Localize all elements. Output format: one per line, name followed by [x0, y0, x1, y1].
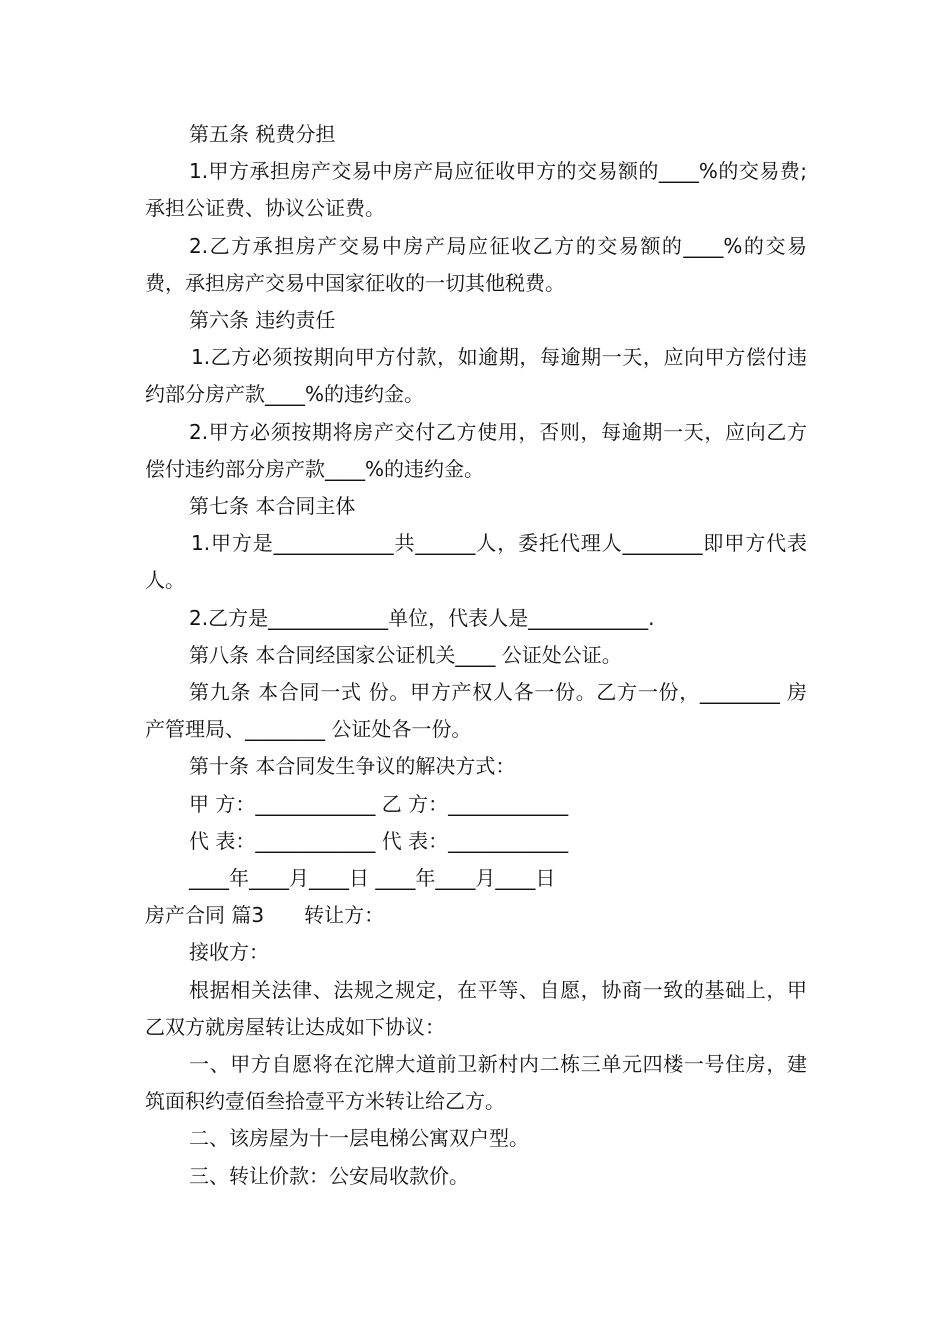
basis-paragraph: 根据相关法律、法规之规定，在平等、自愿，协商一致的基础上，甲乙双方就房屋转让达成如下协议：	[145, 977, 807, 1039]
article-5-item-1: 1.甲方承担房产交易中房产局应征收甲方的交易额的____%的交易费;承担公证费、协议公证费。	[145, 159, 807, 221]
signature-representative-line: 代 表：____________ 代 表：____________	[189, 828, 569, 853]
article-6-item-1: 1.乙方必须按期向甲方付款，如逾期，每逾期一天，应向甲方偿付违约部分房产款____%的违约金。	[145, 345, 807, 407]
section-3-heading: 房产合同 篇3 转让方：	[145, 903, 385, 928]
article-5-title: 第五条 税费分担	[189, 122, 336, 146]
article-8: 第八条 本合同经国家公证机关____ 公证处公证。	[189, 642, 622, 667]
article-9: 第九条 本合同一式 份。甲方产权人各一份。乙方一份，________ 房产管理局、________ 公证处各一份。	[145, 680, 807, 742]
article-7-item-2: 2.乙方是____________单位，代表人是____________.	[189, 605, 655, 630]
article-5-item-2: 2.乙方承担房产交易中房产局应征收乙方的交易额的____%的交易费，承担房产交易中国家征收的一切其他税费。	[145, 233, 807, 295]
receiver-line: 接收方：	[189, 940, 269, 965]
article-6-item-2: 2.甲方必须按期将房产交付乙方使用，否则，每逾期一天，应向乙方偿付违约部分房产款____%的违约金。	[145, 419, 807, 481]
clause-2: 二、该房屋为十一层电梯公寓双户型。	[189, 1126, 529, 1151]
article-10: 第十条 本合同发生争议的解决方式：	[189, 754, 516, 779]
document-body	[145, 116, 807, 1195]
article-7-item-1: 1.甲方是____________共______人，委托代理人________即甲方代表人。	[145, 531, 807, 593]
clause-3: 三、转让价款：公安局收款价。	[189, 1163, 469, 1188]
signature-date-line: ____年____月____日 ____年____月____日	[189, 866, 556, 891]
article-7-title: 第七条 本合同主体	[189, 494, 356, 519]
article-6-title: 第六条 违约责任	[189, 308, 336, 333]
clause-1: 一、甲方自愿将在沱牌大道前卫新村内二栋三单元四楼一号住房，建筑面积约壹佰叁拾壹平方米转让给乙方。	[145, 1052, 807, 1114]
signature-party-line: 甲 方：____________ 乙 方：____________	[189, 791, 569, 816]
